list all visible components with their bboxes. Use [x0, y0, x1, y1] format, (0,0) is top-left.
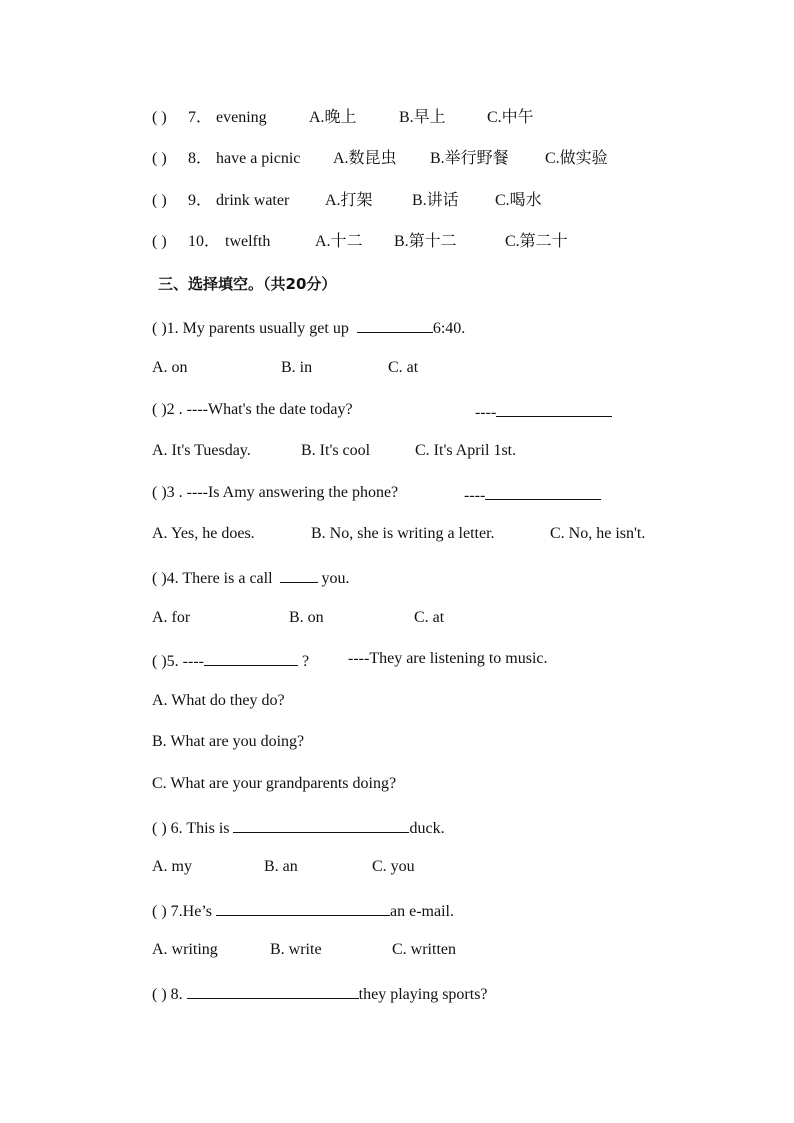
- answer-paren[interactable]: ( ): [152, 150, 167, 167]
- question-text: ( )4. There is a call: [152, 570, 273, 587]
- option-b: B.讲话: [412, 192, 459, 209]
- answer-blank[interactable]: [187, 982, 359, 999]
- question-8: [152, 982, 488, 1005]
- option-a: A.晚上: [309, 109, 357, 126]
- option-c: C. It's April 1st.: [415, 442, 517, 459]
- question-4: [152, 566, 350, 589]
- option-c: C.做实验: [545, 150, 608, 167]
- answer-area: [464, 483, 601, 506]
- answer-blank[interactable]: [233, 816, 409, 833]
- option-c: C. written: [392, 941, 456, 958]
- option-a: A.十二: [315, 233, 363, 250]
- question-text: ( ) 6. This is: [152, 820, 230, 837]
- answer-blank[interactable]: [496, 400, 612, 417]
- question-suffix: 6:40.: [432, 320, 466, 337]
- option-a: A. writing: [152, 941, 218, 958]
- item-number: 10．: [188, 233, 221, 250]
- option-c: C.第二十: [505, 233, 568, 250]
- item-word: drink water: [216, 192, 290, 209]
- question-text: ( )3 . ----Is Amy answering the phone?: [152, 484, 399, 501]
- question-6: [152, 816, 445, 839]
- option-c: C. at: [414, 609, 445, 626]
- question-text: ( ) 7.He’s: [152, 903, 212, 920]
- answer-paren[interactable]: ( ): [152, 192, 167, 209]
- option-b: B. in: [281, 359, 313, 376]
- question-5: [152, 649, 548, 672]
- question-suffix: duck.: [409, 820, 445, 837]
- answer-paren[interactable]: ( ): [152, 233, 167, 250]
- option-c: C. you: [372, 858, 415, 875]
- answer-blank[interactable]: [280, 566, 318, 583]
- option-5c: C. What are your grandparents doing?: [152, 775, 397, 792]
- option-c: C.中午: [487, 109, 534, 126]
- question-text: ( )5. ----: [152, 653, 204, 670]
- answer-blank[interactable]: [357, 316, 433, 333]
- option-a: A. for: [152, 609, 191, 626]
- option-b: B. an: [264, 858, 298, 875]
- option-b: B. write: [270, 941, 322, 958]
- question-suffix: they playing sports?: [358, 986, 488, 1003]
- option-a: A.打架: [325, 192, 373, 209]
- question-suffix: you.: [321, 570, 350, 587]
- question-text: ( ) 8.: [152, 986, 183, 1003]
- option-5a: A. What do they do?: [152, 692, 285, 709]
- question-1: [152, 316, 465, 339]
- item-word: twelfth: [225, 233, 271, 250]
- option-a: A. my: [152, 858, 192, 875]
- item-number: 8．: [188, 150, 213, 167]
- answer-blank[interactable]: [204, 649, 298, 666]
- question-3: [152, 483, 486, 504]
- item-number: 7．: [188, 109, 213, 126]
- question-mark: ?: [301, 653, 310, 670]
- answer-blank[interactable]: [216, 899, 390, 916]
- option-a: A. on: [152, 359, 188, 376]
- answer-text: ----They are listening to music.: [348, 650, 548, 667]
- option-a: A.数昆虫: [333, 150, 397, 167]
- option-5b: B. What are you doing?: [152, 733, 305, 750]
- option-b: B. on: [289, 609, 324, 626]
- question-2: [152, 400, 497, 421]
- option-b: B. No, she is writing a letter.: [311, 525, 495, 542]
- option-c: C. No, he isn't.: [550, 525, 646, 542]
- item-number: 9．: [188, 192, 213, 209]
- option-b: B. It's cool: [301, 442, 371, 459]
- item-word: have a picnic: [216, 150, 301, 167]
- item-word: evening: [216, 109, 267, 126]
- option-b: B.举行野餐: [430, 150, 509, 167]
- option-c: C.喝水: [495, 192, 542, 209]
- option-c: C. at: [388, 359, 419, 376]
- answer-area: [475, 400, 612, 423]
- answer-dashes: ----: [475, 404, 497, 421]
- question-7: [152, 899, 454, 922]
- option-a: A. It's Tuesday.: [152, 442, 251, 459]
- question-text: ( )2 . ----What's the date today?: [152, 401, 353, 418]
- answer-blank[interactable]: [485, 483, 601, 500]
- option-a: A. Yes, he does.: [152, 525, 255, 542]
- question-suffix: an e-mail.: [389, 903, 454, 920]
- question-text: ( )1. My parents usually get up: [152, 320, 349, 337]
- option-b: B.早上: [399, 109, 446, 126]
- answer-dashes: ----: [464, 487, 486, 504]
- option-b: B.第十二: [394, 233, 457, 250]
- section-title: 三、选择填空。（共20分）: [158, 275, 337, 293]
- answer-paren[interactable]: ( ): [152, 109, 167, 126]
